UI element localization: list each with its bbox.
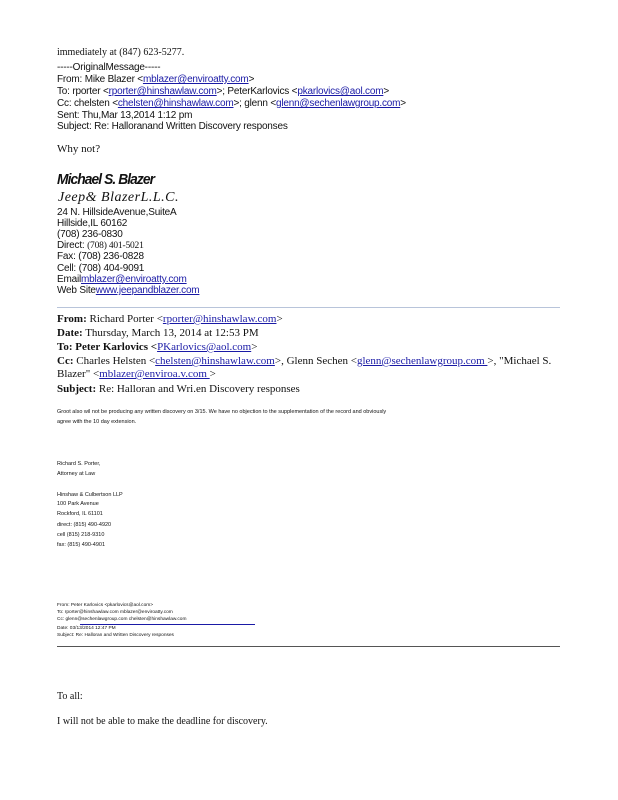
porter-sig-2: Attorney at Law bbox=[57, 471, 96, 477]
orig-to-close: > bbox=[383, 86, 389, 97]
second-date-label: Date: bbox=[57, 327, 83, 339]
orig-to-email-link-1[interactable]: rporter@hinshawlaw.com bbox=[108, 86, 217, 97]
porter-sig-5: Rockford, IL 61101 bbox=[57, 511, 103, 517]
signature-name: Michael S. Blazer bbox=[57, 171, 155, 188]
signature-web-link[interactable]: www.jeepandblazer.com bbox=[95, 285, 200, 296]
second-from-line bbox=[57, 313, 283, 325]
second-from-label: From: bbox=[57, 313, 87, 325]
second-from-email-link[interactable]: rporter@hinshawlaw.com bbox=[162, 313, 277, 325]
second-subject-line bbox=[57, 383, 300, 395]
signature-address-2: Hillside,IL 60162 bbox=[57, 218, 128, 229]
porter-sig-7: cell (815) 218-9310 bbox=[57, 532, 105, 538]
why-not-text: Why not? bbox=[57, 143, 101, 155]
second-date-value: Thursday, March 13, 2014 at 12:53 PM bbox=[82, 327, 259, 339]
second-from-pre: Richard Porter < bbox=[86, 313, 163, 325]
second-cc-close: > bbox=[209, 368, 216, 380]
message-divider-1 bbox=[57, 307, 560, 308]
second-from-close: > bbox=[276, 313, 283, 325]
orig-from-name: Mike Blazer < bbox=[84, 74, 143, 85]
orig-from-close: > bbox=[248, 74, 255, 85]
orig-cc-line bbox=[57, 98, 406, 109]
body-line-2: agree with the 10 day extension. bbox=[57, 419, 137, 425]
second-to-close: > bbox=[251, 341, 258, 353]
signature-web-line bbox=[57, 285, 199, 296]
signature-web-label: Web Site bbox=[57, 285, 96, 296]
second-cc-mid-1: >, Glenn Sechen < bbox=[274, 355, 357, 367]
orig-to-pre: rporter < bbox=[72, 86, 109, 97]
second-date-line bbox=[57, 327, 259, 339]
orig-cc-pre: chelsten < bbox=[73, 98, 118, 109]
to-all-text: To all: bbox=[57, 691, 83, 702]
signature-firm: Jeep& BlazerL.L.C. bbox=[58, 190, 179, 205]
signature-email-link[interactable]: mblazer@enviroatty.com bbox=[81, 274, 187, 285]
orig-cc-label: Cc: bbox=[57, 98, 74, 109]
third-date-line: Date: 03/13/2014 12:47 PM bbox=[57, 626, 116, 631]
orig-subject-line: Subject: Re: Halloranand Written Discovery responses bbox=[57, 121, 288, 132]
orig-from-label: From: bbox=[57, 74, 85, 85]
third-to-line: To: rporter@hinshawlaw.com mblazer@enviroatty.com bbox=[57, 610, 173, 615]
second-subject-label: Subject: bbox=[57, 383, 97, 395]
orig-cc-mid: >; glenn < bbox=[233, 98, 276, 109]
second-cc-email-link-2[interactable]: glenn@sechenlawgroup.com bbox=[356, 355, 488, 367]
signature-cell: Cell: (708) 404-9091 bbox=[57, 263, 145, 274]
body-line-1: Groot also wil not be producing any written discovery on 3/15. We have no objection to the supplementation of the record and obviously bbox=[57, 409, 387, 415]
deadline-text: I will not be able to make the deadline for discovery. bbox=[57, 716, 268, 727]
second-to-line bbox=[57, 341, 257, 353]
orig-to-label: To: bbox=[57, 86, 73, 97]
second-cc-line-2 bbox=[57, 368, 216, 380]
signature-direct bbox=[57, 240, 144, 251]
second-cc-label: Cc: bbox=[57, 355, 74, 367]
signature-email-line bbox=[57, 274, 187, 285]
orig-from-email-link[interactable]: mblazer@enviroatty.com bbox=[142, 74, 249, 85]
signature-fax: Fax: (708) 236-0828 bbox=[57, 251, 144, 262]
orig-to-email-link-2[interactable]: pkarlovics@aol.com bbox=[297, 86, 384, 97]
porter-sig-4: 100 Park Avenue bbox=[57, 501, 99, 507]
second-cc-mid-2: >, "Michael S. bbox=[487, 355, 552, 367]
signature-direct-label: Direct: bbox=[57, 240, 88, 251]
second-cc-pre: Charles Helsten < bbox=[73, 355, 156, 367]
second-to-email-link[interactable]: PKarlovics@aol.com bbox=[157, 341, 252, 353]
third-cc-line: Cc: glenn@sechenlawgroup.com chelsten@hinshawlaw.com bbox=[57, 617, 187, 622]
porter-sig-1: Richard S. Porter, bbox=[57, 461, 101, 467]
orig-to-line bbox=[57, 86, 389, 97]
original-message-separator: -----OriginalMessage----- bbox=[57, 62, 161, 73]
second-cc-line2-pre: Blazer" < bbox=[57, 368, 100, 380]
porter-sig-6: direct: (815) 490-4920 bbox=[57, 522, 112, 528]
orig-from-line bbox=[57, 74, 254, 85]
third-link-underline bbox=[80, 624, 255, 625]
top-line: immediately at (847) 623-5277. bbox=[57, 47, 185, 58]
second-to-pre: To: Peter Karlovics < bbox=[57, 341, 158, 353]
porter-sig-8: fax: (815) 490-4901 bbox=[57, 542, 106, 548]
orig-cc-email-link-1[interactable]: chelsten@hinshawlaw.com bbox=[117, 98, 234, 109]
signature-address-1: 24 N. HillsideAvenue,SuiteA bbox=[57, 207, 177, 218]
second-cc-line bbox=[57, 355, 551, 367]
second-subject-value: Re: Halloran and Wri.en Discovery responses bbox=[96, 383, 300, 395]
message-divider-2 bbox=[57, 646, 560, 647]
orig-sent-line: Sent: Thu,Mar 13,2014 1:12 pm bbox=[57, 110, 193, 121]
orig-to-mid: >; PeterKarlovics < bbox=[216, 86, 298, 97]
signature-direct-value: (708) 401-5021 bbox=[87, 241, 144, 251]
second-cc-email-link-3[interactable]: mblazer@enviroa.v.com bbox=[99, 368, 210, 380]
orig-cc-close: > bbox=[400, 98, 406, 109]
signature-email-label: Email bbox=[57, 274, 82, 285]
third-subject-line: Subject: Re: Halloran and Written Discovery responses bbox=[57, 633, 174, 638]
third-from-line: From: Peter Karlovics <pkarlovics@aol.com> bbox=[57, 603, 154, 608]
signature-phone: (708) 236-0830 bbox=[57, 229, 123, 240]
second-cc-email-link-1[interactable]: chelsten@hinshawlaw.com bbox=[155, 355, 275, 367]
porter-sig-3: Hinshaw & Culbertson LLP bbox=[57, 492, 123, 498]
orig-cc-email-link-2[interactable]: glenn@sechenlawgroup.com bbox=[275, 98, 401, 109]
